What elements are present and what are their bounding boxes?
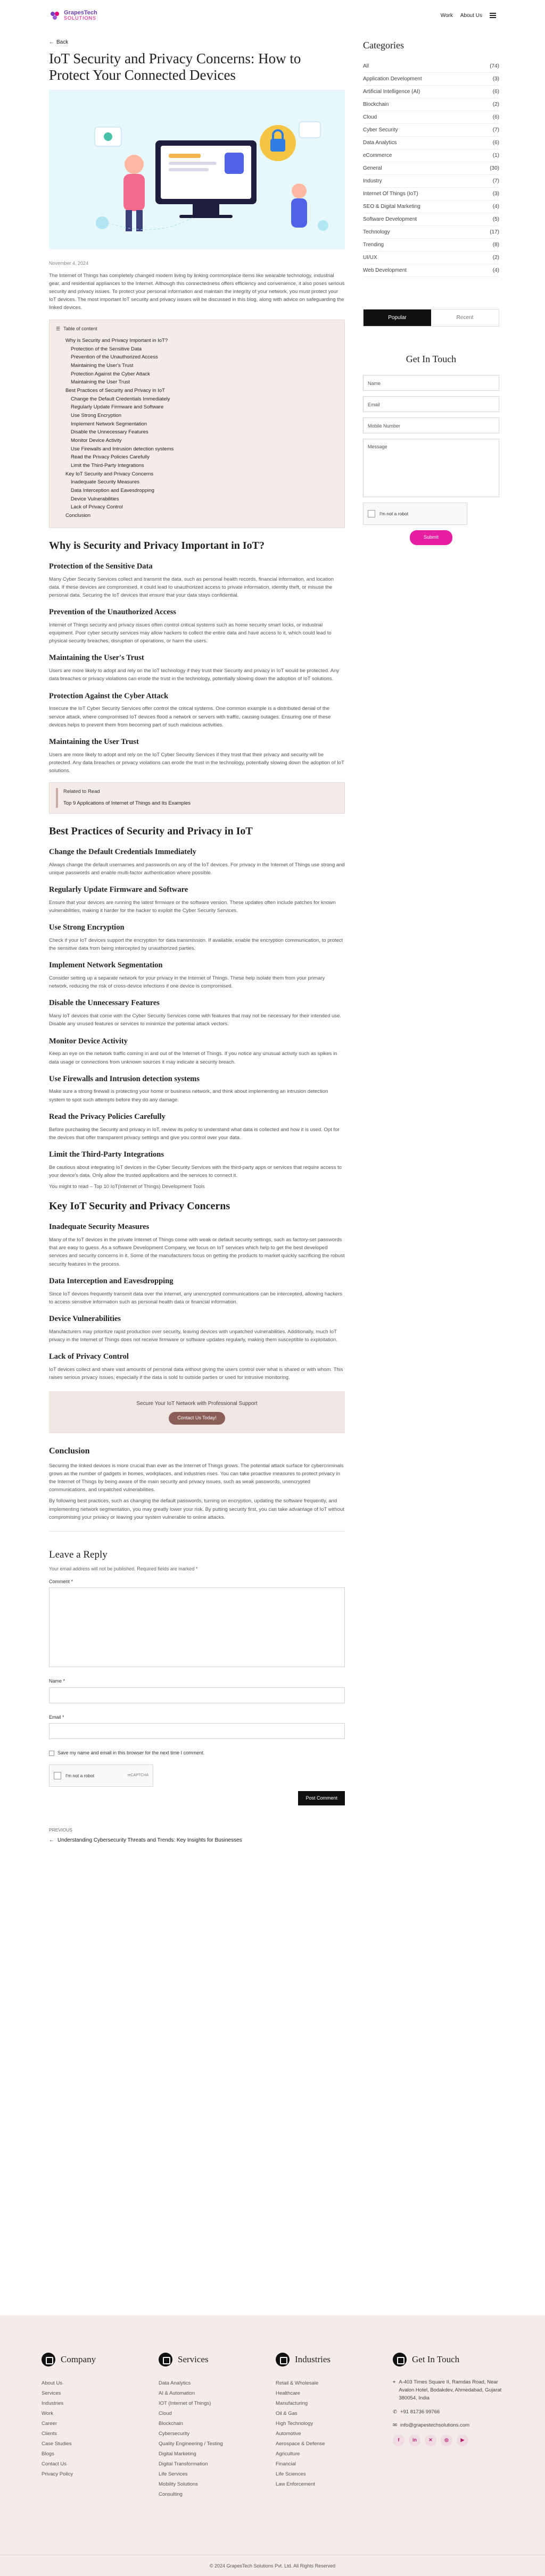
paragraph: By following best practices, such as changing the default passwords, turning on encryption, updating the software frequently, and implementing network segmentation, you may greatly lower your risk. By putting security first, you can take advantage of IoT without compromising your privacy or leaving your system vulnerable to online attacks. xyxy=(49,1498,344,1520)
toc-item[interactable]: Monitor Device Activity xyxy=(71,438,122,444)
paragraph: Many of the IoT devices in the private Internet of Things come with weak or default security settings, such as factory-set passwords that are easy to guess. As a software Development Company, we focus on IoT services which help to get the best developed services and security concerns in it. Some of the manufacturers focus on getting the products to market quickly sacrificing the robust security features in the process. xyxy=(49,1237,345,1267)
contact-us-button[interactable]: Contact Us Today! xyxy=(169,1412,225,1425)
footer-heading: Company xyxy=(61,2354,96,2365)
footer-services-links xyxy=(159,2378,276,2499)
social-icon[interactable]: ▶ xyxy=(457,2435,468,2446)
services-icon xyxy=(159,2353,172,2366)
conclusion-heading: Conclusion xyxy=(49,1446,90,1456)
toc-item[interactable]: Maintaining the User Trust xyxy=(71,379,130,386)
paragraph: Consider setting up a separate network for your privacy in the Internet of Things. These help isolate them from your primary network, reducing the risk of cross-device infections if one device is compromised. xyxy=(49,975,325,990)
arrow-left-icon: ← xyxy=(49,39,54,45)
footer-industries-links xyxy=(276,2378,396,2489)
footer-link[interactable]: Data Analytics xyxy=(159,2380,191,2386)
paragraph: Always change the default usernames and passwords on any of the IoT devices. For privacy in the Internet of Things use strong and unique passwords and enable multi-factor authentication where possible. xyxy=(49,862,345,876)
footer-link[interactable]: Healthcare xyxy=(276,2390,300,2396)
subheading: Monitor Device Activity xyxy=(49,1036,128,1046)
toc-item[interactable]: Change the Default Credentials Immediately xyxy=(71,396,170,402)
paragraph: Since IoT devices frequently transmit data over the internet, any unencrypted communications can be intercepted, allowing hackers to access sensitive information such as personal health data or financial information. xyxy=(49,1291,343,1305)
category-name: General xyxy=(363,165,382,171)
category-item[interactable] xyxy=(363,252,499,264)
category-name: Industry xyxy=(363,178,382,184)
subheading: Inadequate Security Measures xyxy=(49,1223,150,1232)
category-item[interactable] xyxy=(363,264,499,277)
iot-security-illustration xyxy=(49,90,345,249)
footer-link[interactable]: Aerospace & Defense xyxy=(276,2441,325,2447)
brand-name: GrapesTech xyxy=(64,10,97,16)
toc-item[interactable]: Maintaining the User's Trust xyxy=(71,363,134,369)
category-name: Data Analytics xyxy=(363,140,397,146)
footer-contact xyxy=(393,2353,510,2499)
footer-heading: Services xyxy=(178,2354,209,2365)
brand-logo[interactable] xyxy=(49,10,97,21)
toc-item[interactable]: Implement Network Segmentation xyxy=(71,421,147,427)
category-name: Web Development xyxy=(363,267,407,273)
category-name: All xyxy=(363,63,369,69)
tab-recent[interactable]: Recent xyxy=(431,310,499,326)
paragraph: Check if your IoT devices support the encryption for data transmission. If available, enable the encryption communication, to protect the sensitive data from being intercepted by unauthorized parties. xyxy=(49,937,343,952)
cta-text: Secure Your IoT Network with Professional Support xyxy=(136,1401,258,1407)
footer-link[interactable]: Law Enforcement xyxy=(276,2481,315,2487)
footer-link[interactable]: Manufacturing xyxy=(276,2401,308,2406)
category-name: Cyber Security xyxy=(363,127,398,133)
footer-link[interactable]: Contact Us xyxy=(42,2461,67,2467)
category-name: Artificial Intelligence (AI) xyxy=(363,89,420,95)
category-count: (74) xyxy=(490,63,499,69)
footer-company xyxy=(42,2353,159,2499)
subheading: Implement Network Segmentation xyxy=(49,961,163,970)
toc-item[interactable]: Why is Security and Privacy Important in IoT? xyxy=(65,338,168,344)
toc-item[interactable]: Use Strong Encryption xyxy=(71,413,122,419)
toc-item[interactable]: Limit the Third-Party Integrations xyxy=(71,463,144,469)
name-label: Name * xyxy=(49,1678,65,1684)
category-count: (7) xyxy=(492,127,499,133)
category-count: (3) xyxy=(492,191,499,197)
category-item[interactable] xyxy=(363,200,499,213)
category-count: (17) xyxy=(490,229,499,235)
email-input[interactable] xyxy=(49,1723,345,1739)
subheading: Protection of the Sensitive Data xyxy=(49,562,153,571)
post-comment-button[interactable]: Post Comment xyxy=(298,1791,345,1806)
footer-link[interactable]: Industries xyxy=(42,2401,64,2406)
post-tabs xyxy=(363,309,499,327)
recaptcha-label: I'm not a robot xyxy=(379,511,409,516)
category-item[interactable] xyxy=(363,188,499,200)
recaptcha-widget xyxy=(49,1764,153,1787)
category-name: Cloud xyxy=(363,114,377,120)
get-in-touch-title: Get In Touch xyxy=(406,354,457,364)
footer-company-links xyxy=(42,2378,159,2479)
footer-link[interactable]: Blogs xyxy=(42,2451,54,2457)
article-title: IoT Security and Privacy Concerns: How to Protect Your Connected Devices xyxy=(49,51,301,83)
subheading: Limit the Third-Party Integrations xyxy=(49,1150,164,1159)
category-item[interactable] xyxy=(363,213,499,226)
back-link[interactable] xyxy=(49,38,345,46)
social-icon[interactable]: ◎ xyxy=(441,2435,452,2446)
paragraph: Internet of Things security and privacy issues often control critical systems such as home security smart locks, or industrial equipment. Poor cyber security services may allow hackers to collect the entire data and have access to it, which could lead to physical security breaches, disruption of operations, or harm the users. xyxy=(49,622,332,645)
subheading: Disable the Unnecessary Features xyxy=(49,999,160,1008)
footer-heading: Get In Touch xyxy=(412,2354,460,2365)
subheading: Use Firewalls and Intrusion detection systems xyxy=(49,1074,200,1083)
site-footer xyxy=(0,2315,545,2576)
footer-link[interactable]: Agriculture xyxy=(276,2451,300,2457)
reply-title: Leave a Reply xyxy=(49,1549,108,1560)
copyright: © 2024 GrapesTech Solutions Pvt. Ltd. All Rights Reserved xyxy=(0,2555,545,2576)
category-count: (7) xyxy=(492,178,499,184)
social-icon[interactable]: f xyxy=(393,2435,404,2446)
post-date: November 4, 2024 xyxy=(49,261,89,266)
comment-textarea[interactable] xyxy=(49,1587,345,1667)
subheading: Maintaining the User's Trust xyxy=(49,654,144,663)
grape-logo-icon xyxy=(49,10,61,21)
email-link[interactable]: info@grapestechsolutions.com xyxy=(400,2422,470,2428)
toc-item[interactable]: Inadequate Security Measures xyxy=(71,479,139,486)
category-item[interactable] xyxy=(363,111,499,124)
related-label: Related to Read xyxy=(63,789,100,795)
intro-paragraph: The Internet of Things has completely changed modern living by linking commonplace items like wearable technology, industrial gear, and residential appliances to the Internet. Although this connectedness offers efficiency and convenience, it also poses serious security and privacy issues. To protect your personal information and maintain the integrity of your network, you must protect your IoT devices. The most important IoT security and privacy issues will be discussed in this blog, along with advice on safeguarding the linked devices. xyxy=(49,272,345,311)
recaptcha-checkbox[interactable] xyxy=(54,1772,61,1779)
subheading: Read the Privacy Policies Carefully xyxy=(49,1112,166,1121)
category-name: UI/UX xyxy=(363,255,377,261)
category-item[interactable] xyxy=(363,73,499,86)
section-heading: Why is Security and Privacy Important in IoT? xyxy=(49,539,265,551)
footer-link[interactable]: Oil & Gas xyxy=(276,2411,298,2416)
category-item[interactable] xyxy=(363,162,499,175)
phone-link[interactable]: +91 81736 99766 xyxy=(400,2408,440,2415)
menu-icon[interactable] xyxy=(490,13,496,18)
paragraph: IoT devices collect and share vast amounts of personal data without giving the users control over what is shared or with whom. This raises serious privacy issues, especially if the data is sold to outside parties or used for intrusive monitoring. xyxy=(49,1366,343,1381)
category-name: SEO & Digital Marketing xyxy=(363,204,420,210)
category-item[interactable] xyxy=(363,226,499,239)
paragraph: Securing the linked devices is more crucial than ever as the Internet of Things grows. The potential attack surface for cybercriminals grows as the number of gadgets in homes, workplaces, and industries rises. You can take proactive measures to protect privacy in the Internet of Things by being aware of the main security and privacy issues, such as weak passwords, unencrypted communications, and unpatched vulnerabilities. xyxy=(49,1462,344,1493)
toc-item[interactable]: Protection of the Sensitive Data xyxy=(71,346,142,352)
sidebar-mobile-input[interactable]: Mobile Number xyxy=(363,417,499,433)
table-of-contents xyxy=(49,320,345,528)
category-item[interactable] xyxy=(363,124,499,137)
category-name: Trending xyxy=(363,242,384,248)
back-label: Back xyxy=(56,39,69,45)
toc-item[interactable]: Device Vulnerabilities xyxy=(71,496,119,502)
divider xyxy=(49,1531,345,1532)
previous-label: PREVIOUS xyxy=(49,1827,72,1833)
nav-about-link[interactable]: About Us xyxy=(460,12,482,19)
footer-link[interactable]: Work xyxy=(42,2411,53,2416)
toc-item[interactable]: Read the Privacy Policies Carefully xyxy=(71,454,150,461)
best-practices-list xyxy=(49,847,345,1180)
category-count: (5) xyxy=(492,216,499,222)
contact-cta-box xyxy=(49,1391,345,1433)
toc-item[interactable]: Regularly Update Firmware and Software xyxy=(71,404,164,411)
sidebar-email-input[interactable]: Email xyxy=(363,396,499,412)
footer-link[interactable]: Privacy Policy xyxy=(42,2471,73,2477)
section-heading: Best Practices of Security and Privacy in IoT xyxy=(49,825,253,837)
save-info-label: Save my name and email in this browser for the next time I comment. xyxy=(57,1750,205,1756)
phone-icon: ✆ xyxy=(393,2408,397,2415)
footer-link[interactable]: IOT (Internet of Things) xyxy=(159,2401,211,2406)
category-count: (2) xyxy=(492,102,499,107)
footer-link[interactable]: About Us xyxy=(42,2380,63,2386)
toc-item[interactable]: Protection Against the Cyber Attack xyxy=(71,371,150,377)
mail-icon: ✉ xyxy=(393,2422,397,2428)
toc-item[interactable]: Best Practices of Security and Privacy in IoT xyxy=(65,388,165,394)
category-name: Software Development xyxy=(363,216,417,222)
category-count: (4) xyxy=(492,204,499,210)
nav-work-link[interactable]: Work xyxy=(440,12,453,19)
footer-link[interactable]: Quality Engineering / Testing xyxy=(159,2441,223,2447)
category-item[interactable] xyxy=(363,137,499,149)
category-item[interactable] xyxy=(363,149,499,162)
footer-link[interactable]: Cloud xyxy=(159,2411,172,2416)
paragraph: Manufacturers may prioritize rapid production over security, leaving devices with unpatched vulnerabilities. Additionally, much IoT privacy in the Internet of Things does not receive firmware or software updates regularly, making them susceptible to exploitation. xyxy=(49,1328,337,1343)
subheading: Change the Default Credentials Immediately xyxy=(49,847,196,856)
paragraph: Before purchasing the Security and privacy in IoT, review its policy to understand what data is collected and how it is used. Opt for the devices that offer transparent privacy settings and give you control over your data. xyxy=(49,1126,340,1141)
footer-link[interactable]: Retail & Wholesale xyxy=(276,2380,319,2386)
related-read-box xyxy=(49,782,345,814)
category-name: Application Development xyxy=(363,76,422,82)
location-pin-icon: ⌖ xyxy=(393,2379,396,2385)
category-count: (4) xyxy=(492,267,499,273)
footer-link[interactable]: Services xyxy=(42,2390,61,2396)
categories-list xyxy=(363,60,499,277)
arrow-left-icon: ← xyxy=(49,1837,54,1844)
toc-list xyxy=(56,337,338,520)
tab-popular[interactable]: Popular xyxy=(364,310,431,326)
footer-link[interactable]: Career xyxy=(42,2421,57,2427)
sidebar-message-textarea[interactable]: Message xyxy=(363,439,499,497)
sidebar-recaptcha xyxy=(363,503,467,525)
footer-link[interactable]: Case Studies xyxy=(42,2441,72,2447)
might-read-link[interactable]: You might to read – Top 10 IoT(Internet of Things) Development Tools xyxy=(49,1184,205,1190)
footer-link[interactable]: Digital Marketing xyxy=(159,2451,196,2457)
previous-post-link[interactable] xyxy=(49,1837,345,1844)
previous-post-title: Understanding Cybersecurity Threats and Trends: Key Insights for Businesses xyxy=(57,1837,242,1844)
footer-link[interactable]: AI & Automation xyxy=(159,2390,195,2396)
paragraph: Ensure that your devices are running the latest firmware or the software version. These updates often include patches for known vulnerabilities, making it harder for the hacker to exploit the Cyber Security Services. xyxy=(49,899,336,914)
top-header xyxy=(0,0,545,31)
industries-icon xyxy=(276,2353,290,2366)
footer-link[interactable]: Automotive xyxy=(276,2431,301,2437)
paragraph: Many Cyber Security Services collect and transmit the data, such as personal health records, financial information, and location data. If these devices are compromised, it could lead to unauthorized access to private information, identity theft, or misuse the personal data. Securing the IoT devices that ensure that your data stays confidential. xyxy=(49,576,334,598)
subheading: Lack of Privacy Control xyxy=(49,1352,129,1361)
toc-item[interactable]: Use Firewalls and Intrusion detection systems xyxy=(71,446,174,452)
paragraph: Make sure a strong firewall is protecting your home or business network, and think about implementing an intrusion detection system to spot such attempts before they do any damage. xyxy=(49,1089,328,1103)
footer-link[interactable]: Consulting xyxy=(159,2491,183,2497)
building-icon xyxy=(42,2353,55,2366)
email-label: Email * xyxy=(49,1714,64,1720)
required-note: Your email address will not be published. Required fields are marked * xyxy=(49,1566,198,1572)
categories-title: Categories xyxy=(363,40,404,51)
paragraph: Insecure the IoT Cyber Security Services offer control the critical systems. One common example is a distributed denial of the service attack, where compromised IoT devices flood a network or servers with traffic, causing outages. Ensuring one of these devices helps to prevent them from becoming part of such malicious activities. xyxy=(49,706,331,728)
category-item[interactable] xyxy=(363,98,499,111)
category-count: (1) xyxy=(492,153,499,158)
subheading: Maintaining the User Trust xyxy=(49,737,139,746)
toc-item[interactable]: Disable the Unnecessary Features xyxy=(71,429,148,436)
category-item[interactable] xyxy=(363,175,499,188)
recaptcha-checkbox[interactable] xyxy=(368,510,375,517)
brand-tagline: SOLUTIONS xyxy=(64,15,97,21)
category-name: Blockchain xyxy=(363,102,389,107)
social-icon[interactable]: ✕ xyxy=(425,2435,436,2446)
paragraph: Users are more likely to adopt and rely on the IoT technology if they trust their Security and privacy in IoT would be protected. Any data breaches or privacy violations can erode the trust in the technology, potentially slowing down the adoption of IoT solutions. xyxy=(49,668,340,682)
toc-item[interactable]: Conclusion xyxy=(65,513,90,519)
subheading: Regularly Update Firmware and Software xyxy=(49,885,188,894)
subheading: Use Strong Encryption xyxy=(49,923,125,932)
list-icon[interactable]: ☰ xyxy=(56,325,61,331)
concerns-list xyxy=(49,1222,345,1382)
category-count: (6) xyxy=(492,89,499,95)
footer-link[interactable]: Cybersecurity xyxy=(159,2431,190,2437)
category-name: eCommerce xyxy=(363,153,392,158)
comment-form xyxy=(49,1548,345,1844)
subheading: Prevention of the Unauthorized Access xyxy=(49,608,176,617)
paragraph: Users are more likely to adopt and rely on the IoT Cyber Security Services if they trust that their privacy and security will be protected. Any data breaches or privacy violations can erode the trust in the technology, potentially slowing down the adoption of IoT solutions. xyxy=(49,751,344,774)
category-count: (2) xyxy=(492,255,499,261)
category-count: (3) xyxy=(492,76,499,82)
footer-industries xyxy=(276,2353,396,2499)
submit-button[interactable]: Submit xyxy=(410,530,452,545)
contact-icon xyxy=(393,2353,407,2366)
address-text: A-403 Times Square II, Ramdas Road, Near Avalon Hotel, Bodakdev, Ahmedabad, Gujarat 380054, India xyxy=(399,2379,502,2402)
toc-item[interactable]: Lack of Privacy Control xyxy=(71,504,123,511)
toc-item[interactable]: Data Interception and Eavesdropping xyxy=(71,488,154,494)
footer-link[interactable]: Blockchain xyxy=(159,2421,183,2427)
toc-item[interactable]: Prevention of the Unauthorized Access xyxy=(71,354,158,361)
social-icon[interactable]: in xyxy=(409,2435,420,2446)
category-item[interactable] xyxy=(363,86,499,98)
recaptcha-brand: reCAPTCHA xyxy=(127,1773,148,1777)
section-heading: Key IoT Security and Privacy Concerns xyxy=(49,1200,230,1212)
footer-services xyxy=(159,2353,276,2499)
save-info-checkbox[interactable] xyxy=(49,1751,54,1756)
toc-item[interactable]: Key IoT Security and Privacy Concerns xyxy=(65,471,154,477)
footer-heading: Industries xyxy=(295,2354,331,2365)
paragraph: Many IoT devices that come with the Cyber Security Services come with features that may not be necessary for their intended use. Disable any unused features or services to minimize the potential attack vectors. xyxy=(49,1013,341,1027)
footer-link[interactable]: Life Sciences xyxy=(276,2471,306,2477)
category-name: Technology xyxy=(363,229,390,235)
category-count: (6) xyxy=(492,140,499,146)
footer-link[interactable]: High Technology xyxy=(276,2421,313,2427)
sidebar xyxy=(363,38,499,545)
social-links xyxy=(393,2435,510,2446)
paragraph: Keep an eye on the network traffic coming in and out of the Internet of Things. If you notice any unusual activity such as spikes in data usage or connections from unknown sources it may indicate a security breach. xyxy=(49,1051,337,1065)
footer-link[interactable]: Mobility Solutions xyxy=(159,2481,198,2487)
main-nav xyxy=(441,12,496,20)
paragraph: Be cautious about integrating IoT devices in the Cyber Security Services with the third-party apps or services that require access to your device's data. Only allow the trusted applications and the services to connect it. xyxy=(49,1164,342,1178)
footer-link[interactable]: Clients xyxy=(42,2431,57,2437)
subheading: Data Interception and Eavesdropping xyxy=(49,1276,174,1285)
recaptcha-label: I'm not a robot xyxy=(65,1772,95,1778)
comment-label: Comment * xyxy=(49,1578,73,1584)
footer-link[interactable]: Digital Transformation xyxy=(159,2461,208,2467)
category-count: (30) xyxy=(490,165,499,171)
footer-link[interactable]: Financial xyxy=(276,2461,296,2467)
footer-link[interactable]: Life Services xyxy=(159,2471,188,2477)
category-count: (6) xyxy=(492,114,499,120)
article-main xyxy=(49,38,345,1844)
related-link[interactable]: Top 9 Applications of Internet of Things and Its Examples xyxy=(63,800,191,807)
category-count: (8) xyxy=(492,242,499,248)
category-name: Internet Of Things (IoT) xyxy=(363,191,418,197)
toc-label: Table of content xyxy=(63,325,97,331)
category-item[interactable] xyxy=(363,239,499,252)
name-input[interactable] xyxy=(49,1687,345,1703)
category-item[interactable] xyxy=(363,60,499,73)
sidebar-name-input[interactable]: Name xyxy=(363,375,499,391)
hero-illustration xyxy=(49,90,345,249)
subheading: Protection Against the Cyber Attack xyxy=(49,691,169,700)
subheading: Device Vulnerabilities xyxy=(49,1314,121,1323)
